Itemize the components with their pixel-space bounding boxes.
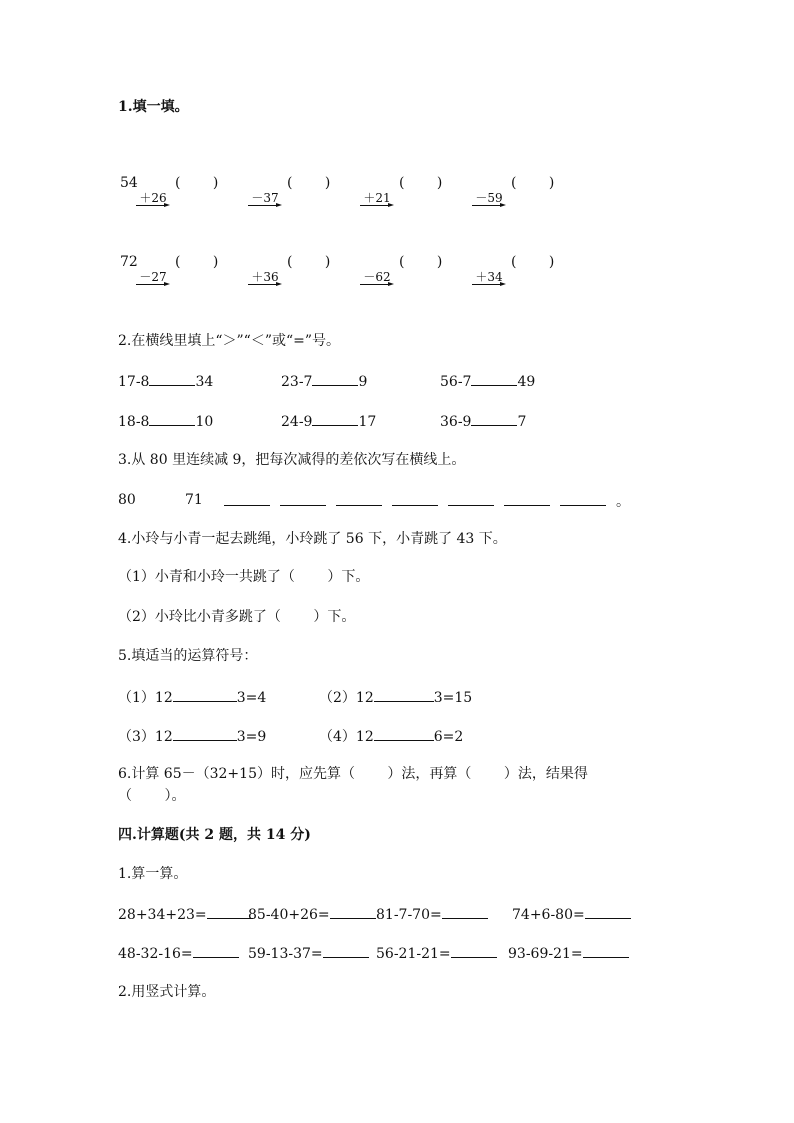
q5-item-2: （2）12 3=15 — [319, 690, 473, 706]
q5-item-3: （3）12 3=9 — [118, 729, 267, 745]
q4-sub-1: （1）小青和小玲一共跳了（ ）下。 — [118, 569, 370, 585]
q3-blank-6[interactable] — [504, 493, 550, 506]
q2-item-1: 17-8 34 — [118, 374, 214, 390]
calc1-blank-4[interactable] — [585, 906, 631, 919]
calc1-title: 1.算一算。 — [118, 866, 188, 882]
q2-title: 2.在横线里填上“＞”“＜”或“=”号。 — [118, 333, 341, 349]
q1-row2-answer-1[interactable]: ( ) — [175, 254, 219, 270]
section4-title: 四.计算题(共 2 题，共 14 分) — [118, 827, 311, 843]
calc1-blank-6[interactable] — [323, 945, 369, 958]
q5-blank-1[interactable] — [173, 689, 237, 702]
q2-item-4: 18-8 10 — [118, 414, 214, 430]
q5-blank-2[interactable] — [374, 689, 434, 702]
q2-blank-6[interactable] — [471, 413, 517, 426]
q3-blank-1[interactable] — [224, 493, 270, 506]
q1-row1-answer-4[interactable]: ( ) — [511, 175, 555, 191]
calc1-blank-1[interactable] — [207, 906, 253, 919]
q3-title: 3.从 80 里连续减 9，把每次减得的差依次写在横线上。 — [118, 452, 466, 468]
q2-item-5: 24-9 17 — [281, 414, 377, 430]
calc1-blank-8[interactable] — [583, 945, 629, 958]
q5-title: 5.填适当的运算符号： — [118, 648, 258, 664]
calc1-item-7: 56-21-21= — [376, 945, 497, 961]
q2-item-2: 23-7 9 — [281, 374, 368, 390]
q3-blank-2[interactable] — [280, 493, 326, 506]
q1-title: 1.填一填。 — [118, 99, 189, 115]
q6-line-2: （ ）。 — [118, 788, 186, 804]
q1-row1-answer-3[interactable]: ( ) — [399, 175, 443, 191]
calc1-item-5: 48-32-16= — [118, 945, 239, 961]
q3-blank-4[interactable] — [392, 493, 438, 506]
q1-row2-answer-4[interactable]: ( ) — [511, 254, 555, 270]
q5-item-4: （4）12 6=2 — [319, 729, 464, 745]
q2-blank-4[interactable] — [149, 413, 195, 426]
q6-line-1: 6.计算 65－（32+15）时，应先算（ ）法，再算（ ）法，结果得 — [118, 766, 588, 782]
q2-blank-5[interactable] — [312, 413, 358, 426]
calc1-item-8: 93-69-21= — [508, 945, 629, 961]
q3-end-mark: 。 — [616, 494, 630, 510]
q1-row1-start: 54 — [120, 175, 138, 191]
q4-title: 4.小玲与小青一起去跳绳，小玲跳了 56 下，小青跳了 43 下。 — [118, 531, 507, 547]
q5-blank-3[interactable] — [173, 728, 237, 741]
q1-row2-start: 72 — [120, 254, 138, 270]
calc1-item-4: 74+6-80= — [512, 906, 631, 922]
calc1-blank-7[interactable] — [451, 945, 497, 958]
calc1-item-2: 85-40+26= — [248, 906, 376, 922]
q2-blank-1[interactable] — [149, 373, 195, 386]
q1-row2-answer-2[interactable]: ( ) — [287, 254, 331, 270]
q2-blank-3[interactable] — [471, 373, 517, 386]
calc1-item-1: 28+34+23= — [118, 906, 253, 922]
calc1-item-6: 59-13-37= — [248, 945, 369, 961]
q5-blank-4[interactable] — [374, 728, 434, 741]
q1-row2-answer-3[interactable]: ( ) — [399, 254, 443, 270]
q2-blank-2[interactable] — [312, 373, 358, 386]
q2-item-6: 36-9 7 — [440, 414, 527, 430]
calc2-title: 2.用竖式计算。 — [118, 984, 216, 1000]
q3-first-value: 80 — [118, 492, 136, 508]
q3-blank-7[interactable] — [560, 493, 606, 506]
calc1-blank-2[interactable] — [330, 906, 376, 919]
calc1-blank-3[interactable] — [442, 906, 488, 919]
q4-sub-2: （2）小玲比小青多跳了（ ）下。 — [118, 609, 356, 625]
q3-second-value: 71 — [185, 492, 203, 508]
q1-row1-answer-2[interactable]: ( ) — [287, 175, 331, 191]
q3-blank-5[interactable] — [448, 493, 494, 506]
q3-blank-3[interactable] — [336, 493, 382, 506]
q2-item-3: 56-7 49 — [440, 374, 536, 390]
calc1-blank-5[interactable] — [193, 945, 239, 958]
q3-answer-blanks — [224, 493, 630, 509]
q1-row1-answer-1[interactable]: ( ) — [175, 175, 219, 191]
q5-item-1: （1）12 3=4 — [118, 690, 267, 706]
calc1-item-3: 81-7-70= — [376, 906, 488, 922]
